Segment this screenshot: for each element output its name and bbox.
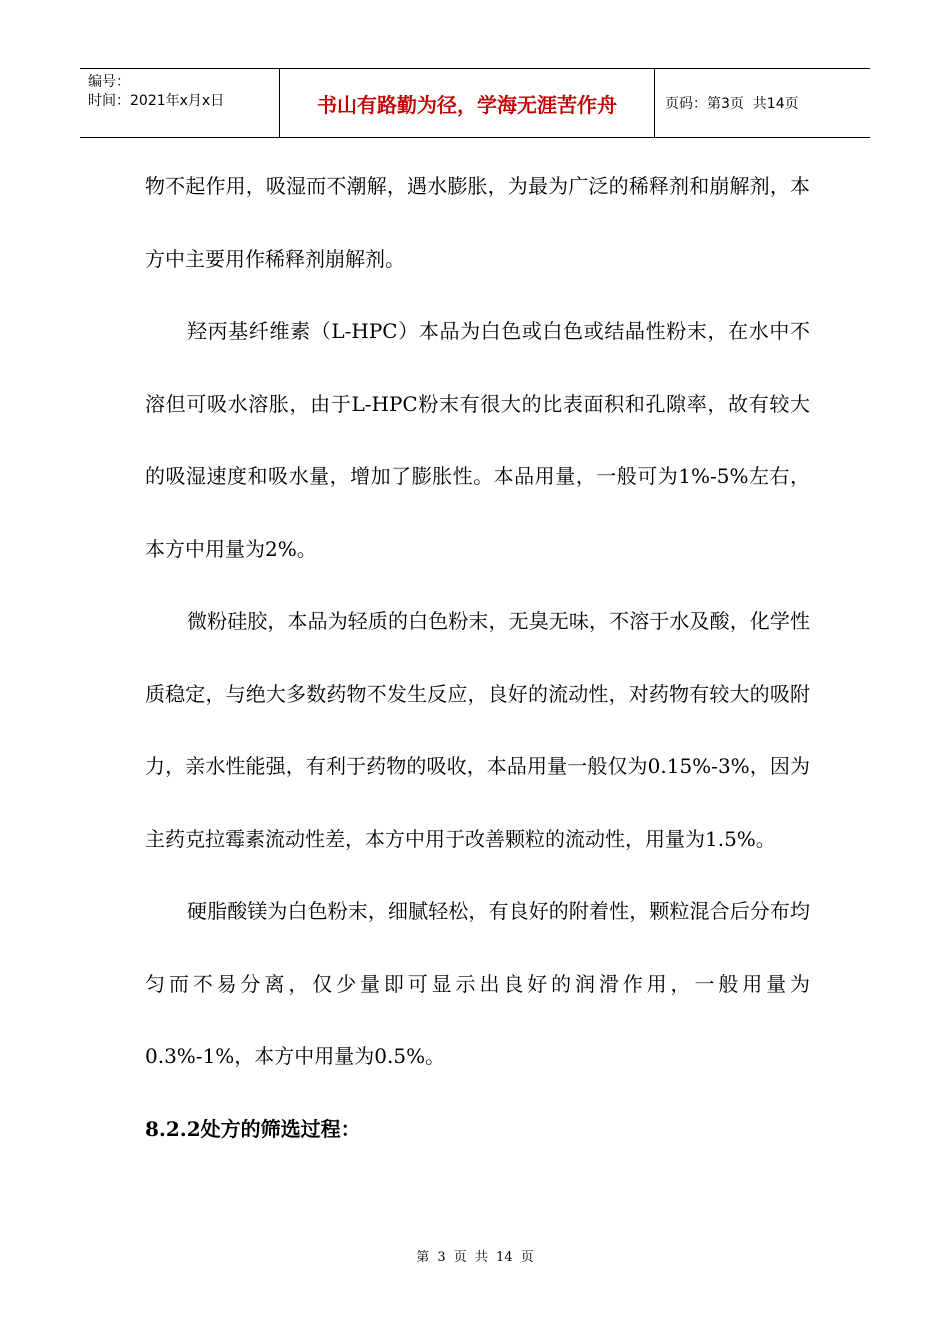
- document-number-label: 编号：: [88, 74, 130, 90]
- paragraph-l-hpc: 羟丙基纤维素（L-HPC）本品为白色或白色或结晶性粉末，在水中不溶但可吸水溶胀，由于L-HPC粉末有很大的比表面积和孔隙率，故有较大的吸湿速度和吸水量，增加了膨胀性。本品用量，一般可为1%-5%左右，本方中用量为2%。: [145, 319, 810, 561]
- header-page-info-cell: [655, 69, 870, 137]
- page-footer: 第 3 页 共 14 页: [416, 1250, 534, 1265]
- paragraph-magnesium-stearate: 硬脂酸镁为白色粉末，细腻轻松，有良好的附着性，颗粒混合后分布均匀而不易分离，仅少量即可显示出良好的润滑作用，一般用量为0.3%-1%，本方中用量为0.5%。: [145, 899, 810, 1068]
- document-date: 时间：2021年x月x日: [88, 93, 225, 109]
- header-motto: 书山有路勤为径，学海无涯苦作舟: [280, 69, 655, 137]
- section-heading: 8.2.2处方的筛选过程：: [145, 1116, 361, 1141]
- page-header: [80, 68, 870, 138]
- header-page-info: 页码：第3页 共14页: [665, 96, 799, 112]
- header-meta: [80, 69, 280, 137]
- document-body: [145, 150, 810, 1165]
- paragraph-silica: 微粉硅胶，本品为轻质的白色粉末，无臭无味，不溶于水及酸，化学性质稳定，与绝大多数药物不发生反应，良好的流动性，对药物有较大的吸附力，亲水性能强，有利于药物的吸收，本品用量一般仅为0.15%-3%，因为主药克拉霉素流动性差，本方中用于改善颗粒的流动性，用量为1.5%。: [145, 609, 810, 851]
- paragraph-continuation: 物不起作用，吸湿而不潮解，遇水膨胀，为最为广泛的稀释剂和崩解剂，本方中主要用作稀释剂崩解剂。: [145, 174, 810, 271]
